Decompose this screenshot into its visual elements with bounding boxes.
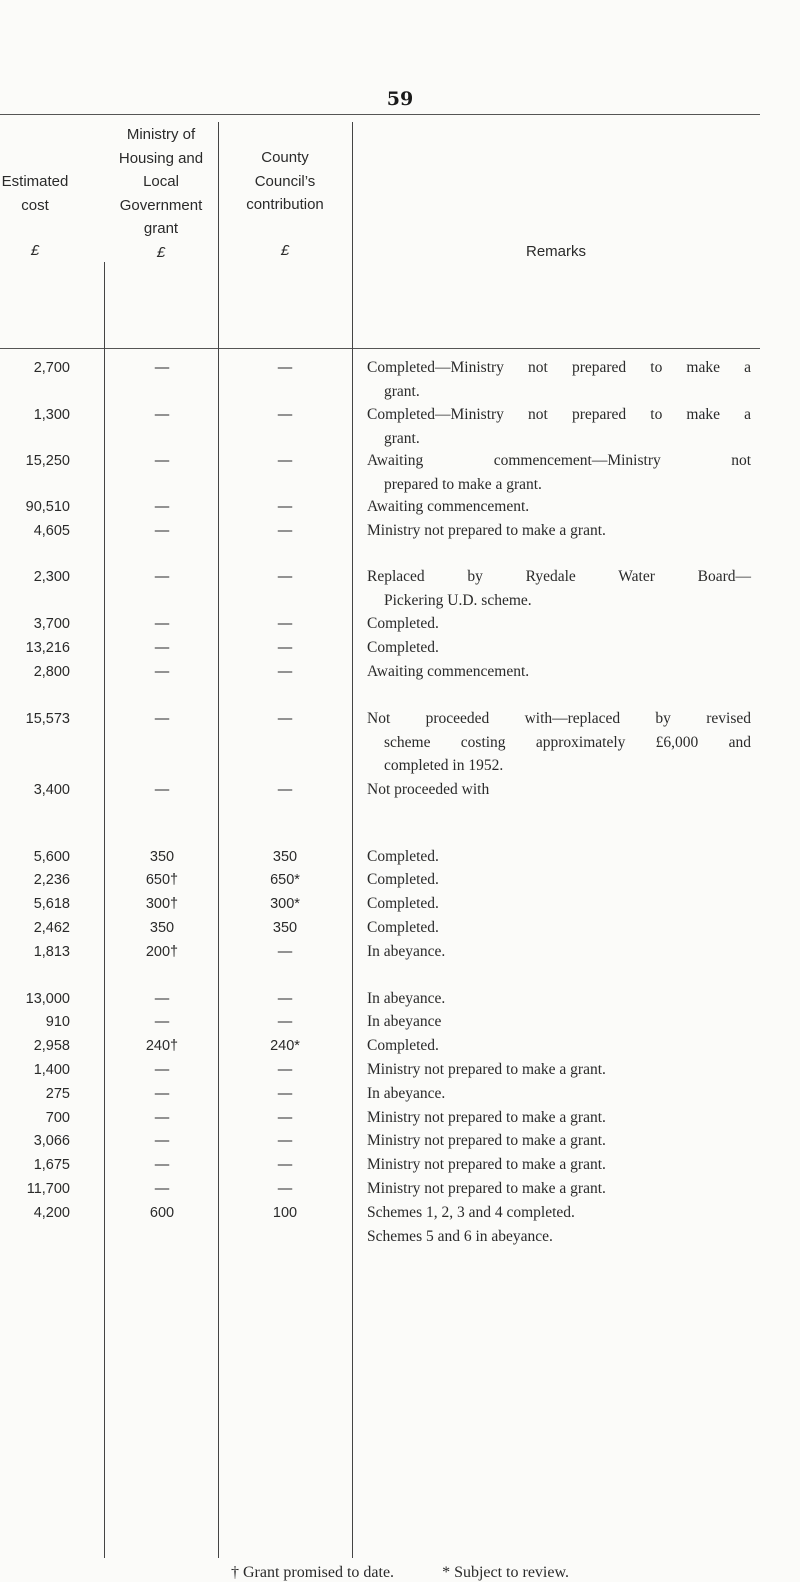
ministry-grant-cell: — [154,360,170,376]
ministry-grant-cell: — [154,1157,170,1173]
county-contribution-cell: — [277,616,293,632]
county-contribution-cell: — [277,1086,293,1102]
remarks-cell [367,845,751,869]
header-county-contribution [218,146,352,262]
estimated-cost-cell: 3,066 [33,1133,70,1149]
remarks-cell [367,660,751,684]
remarks-line: prepared to make a grant. [384,475,542,493]
remarks-line: In abeyance. [367,990,446,1007]
estimated-cost-cell: 1,675 [33,1157,70,1173]
remarks-cell [367,987,751,1011]
remarks-line: Ministry not prepared to make a grant. [367,1180,606,1197]
header-ministry-line: grant [143,220,179,237]
footnotes [0,1564,800,1582]
remarks-line: Completed. [367,919,439,936]
county-contribution-cell: — [277,1181,293,1197]
ministry-grant-cell: — [154,664,170,680]
header-county-line: contribution [246,196,324,213]
remarks-cell [367,1058,751,1082]
ministry-grant-cell: — [154,499,170,515]
county-contribution-cell: 350 [272,920,298,936]
estimated-cost-cell: 2,462 [33,920,70,936]
ministry-grant-cell: 240† [145,1038,179,1054]
estimated-cost-cell: 910 [45,1014,70,1030]
estimated-cost-cell: 13,216 [25,640,70,656]
remarks-line: Ministry not prepared to make a grant. [367,1132,606,1149]
remarks-line: Ministry not prepared to make a grant. [367,522,606,539]
header-ministry-line: Government [119,196,203,214]
county-contribution-cell: — [277,664,293,680]
ministry-grant-cell: — [154,1062,170,1078]
header-county-unit: £ [280,241,290,259]
remarks-line: Completed—Ministry not prepared to make a [367,406,751,423]
county-contribution-cell: — [277,782,293,798]
ministry-grant-cell: — [154,1110,170,1126]
header-ministry-line: Ministry of [126,126,196,143]
ministry-grant-cell: — [154,616,170,632]
remarks-line: Not proceeded with [367,781,490,798]
county-contribution-cell: 240* [270,1038,300,1054]
county-contribution-cell: — [277,991,293,1007]
estimated-cost-cell: 5,618 [33,896,70,912]
remarks-cell [367,519,751,543]
county-contribution-cell: — [277,944,293,960]
remarks-line: grant. [384,382,420,400]
remarks-line: Ministry not prepared to make a grant. [367,1156,606,1173]
remarks-line: Replaced by Ryedale Water Board— [367,568,751,585]
ministry-grant-cell: — [154,640,170,656]
remarks-cell [367,940,751,964]
remarks-cell [367,449,751,496]
remarks-cell [367,1010,751,1034]
estimated-cost-cell: 1,400 [33,1062,70,1078]
ministry-grant-cell: 200† [145,944,179,960]
county-contribution-cell: 100 [272,1205,298,1221]
remarks-line: Schemes 1, 2, 3 and 4 completed. [367,1204,575,1221]
county-contribution-cell: — [277,640,293,656]
estimated-cost-cell: 4,200 [33,1205,70,1221]
ministry-grant-cell: — [154,1014,170,1030]
remarks-line: Completed. [367,848,439,865]
ministry-grant-cell: 650† [145,872,179,888]
table-top-rule [0,114,760,115]
ministry-grant-cell: — [154,991,170,1007]
column-divider-1 [104,262,105,1558]
remarks-cell [367,612,751,636]
header-county-line: County [261,149,309,166]
estimated-cost-cell: 90,510 [25,499,70,515]
county-contribution-cell: 350 [272,849,298,865]
county-contribution-cell: 300* [270,896,300,912]
estimated-cost-cell: 15,250 [25,453,70,469]
header-cost-line: cost [21,196,49,214]
ministry-grant-cell: — [154,569,170,585]
ministry-grant-cell: 350 [149,849,175,865]
county-contribution-cell: — [277,407,293,423]
county-contribution-cell: — [277,1062,293,1078]
column-divider-3 [352,122,353,1558]
estimated-cost-cell: 2,300 [33,569,70,585]
estimated-cost-cell: 1,813 [33,944,70,960]
header-cost-unit: £ [30,242,40,259]
header-cost-line: Estimated [1,173,69,190]
header-rule [0,348,760,349]
page-number: 59 [386,88,414,110]
ministry-grant-cell: — [154,523,170,539]
header-remarks: Remarks [525,243,586,260]
remarks-cell [367,868,751,892]
ministry-grant-cell: 600 [149,1205,175,1221]
remarks-cell [367,495,751,519]
estimated-cost-cell: 3,700 [33,616,70,632]
county-contribution-cell: — [277,1133,293,1149]
remarks-cell [367,1153,751,1177]
remarks-cell [367,636,751,660]
remarks-cell [367,1034,751,1058]
estimated-cost-cell: 5,600 [33,849,70,865]
estimated-cost-cell: 1,300 [33,407,70,423]
remarks-cell [367,1129,751,1153]
estimated-cost-cell: 700 [45,1110,70,1126]
county-contribution-cell: — [277,1014,293,1030]
ministry-grant-cell: — [154,711,170,727]
remarks-line: Schemes 5 and 6 in abeyance. [367,1227,553,1245]
estimated-cost-cell: 2,700 [33,360,70,376]
remarks-line: Not proceeded with—replaced by revised [367,710,751,727]
estimated-cost-cell: 275 [45,1086,70,1102]
remarks-line: Completed. [367,871,439,888]
county-contribution-cell: — [277,569,293,585]
county-contribution-cell: — [277,1110,293,1126]
header-ministry-unit: £ [156,243,166,261]
remarks-line: Ministry not prepared to make a grant. [367,1061,606,1078]
header-county-line: Council’s [254,172,316,190]
estimated-cost-cell: 2,236 [33,872,70,888]
remarks-line: Pickering U.D. scheme. [384,591,532,609]
ministry-grant-cell: — [154,1086,170,1102]
ministry-grant-cell: — [154,1181,170,1197]
header-ministry-line: Housing and [118,149,204,167]
remarks-line: Awaiting commencement. [367,498,530,515]
county-contribution-cell: — [277,499,293,515]
remarks-line: completed in 1952. [384,757,504,774]
estimated-cost-cell: 13,000 [25,991,70,1007]
remarks-line: Completed—Ministry not prepared to make a [367,359,751,376]
remarks-line: Completed. [367,1037,439,1054]
remarks-cell [367,356,751,403]
column-divider-2 [218,122,219,1558]
remarks-line: Awaiting commencement—Ministry not [367,452,751,469]
remarks-line: Completed. [367,639,439,656]
county-contribution-cell: — [277,453,293,469]
county-contribution-cell: 650* [270,872,300,888]
remarks-line: Completed. [367,895,439,912]
remarks-cell [367,778,751,802]
header-estimated-cost [0,170,70,263]
remarks-cell [367,707,751,778]
remarks-line: grant. [384,429,420,447]
estimated-cost-cell: 2,800 [33,664,70,680]
remarks-cell [367,916,751,940]
remarks-cell [367,1082,751,1106]
county-contribution-cell: — [277,360,293,376]
estimated-cost-cell: 2,958 [33,1038,70,1054]
footnote-grant-promised: † Grant promised to date. [230,1564,395,1581]
ministry-grant-cell: — [154,453,170,469]
remarks-cell [367,403,751,450]
remarks-line: In abeyance [367,1013,442,1030]
estimated-cost-cell: 11,700 [26,1181,70,1197]
footnote-subject-to-review: * Subject to review. [442,1564,569,1581]
remarks-line: In abeyance. [367,1085,446,1102]
remarks-line: Completed. [367,615,439,632]
remarks-cell [367,892,751,916]
county-contribution-cell: — [277,1157,293,1173]
remarks-line: In abeyance. [367,943,446,960]
remarks-cell [367,1201,751,1248]
header-ministry-grant [104,123,218,264]
ministry-grant-cell: — [154,407,170,423]
header-ministry-line: Local [143,173,179,190]
remarks-cell [367,1177,751,1201]
remarks-line: Awaiting commencement. [367,663,530,680]
estimated-cost-cell: 4,605 [33,523,70,539]
ministry-grant-cell: — [154,1133,170,1149]
remarks-line: scheme costing approximately £6,000 and [384,733,751,751]
ministry-grant-cell: 300† [145,896,179,912]
remarks-cell [367,1106,751,1130]
county-contribution-cell: — [277,523,293,539]
estimated-cost-cell: 3,400 [33,782,70,798]
county-contribution-cell: — [277,711,293,727]
estimated-cost-cell: 15,573 [25,711,70,727]
ministry-grant-cell: — [154,782,170,798]
remarks-cell [367,565,751,612]
remarks-line: Ministry not prepared to make a grant. [367,1109,606,1126]
ministry-grant-cell: 350 [149,920,175,936]
